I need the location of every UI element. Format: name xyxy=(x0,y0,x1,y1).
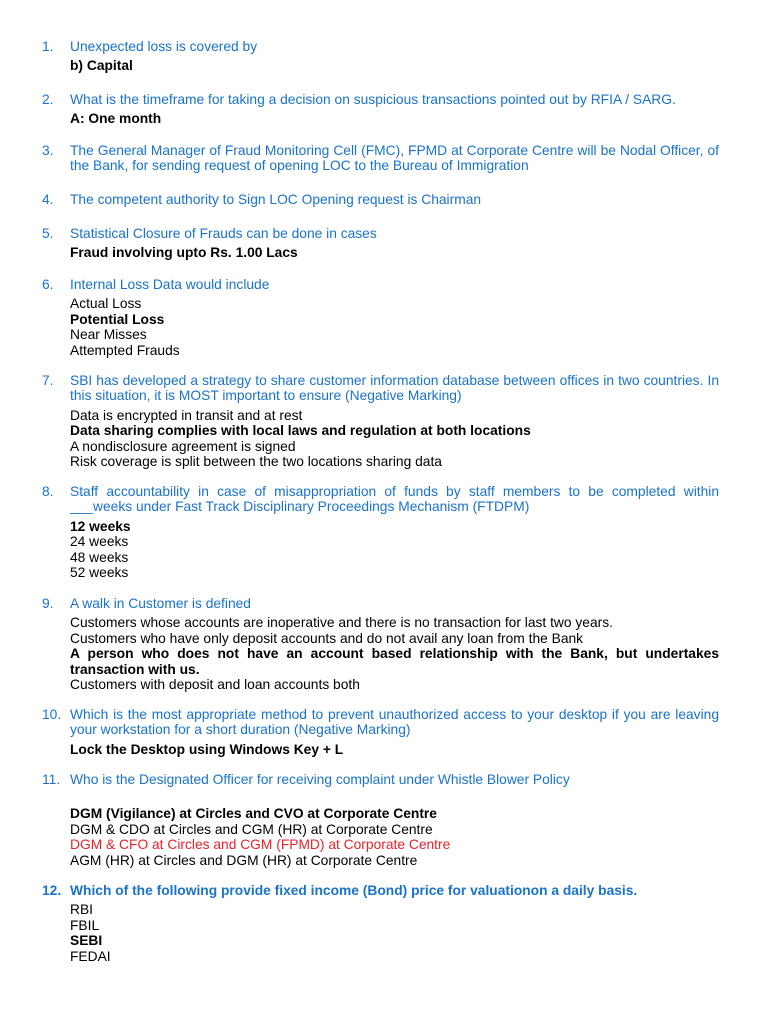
question-number: 9. xyxy=(42,596,54,611)
question-text: Statistical Closure of Frauds can be done in cases xyxy=(70,226,377,241)
question-4 xyxy=(42,192,719,207)
answer-option: DGM (Vigilance) at Circles and CVO at Corporate Centre xyxy=(70,806,437,822)
answer-options xyxy=(70,111,719,126)
question-2 xyxy=(42,92,719,127)
question-number: 8. xyxy=(42,484,54,499)
question-number: 3. xyxy=(42,143,54,158)
answer-option: Customers whose accounts are inoperative and there is no transaction for last two years. xyxy=(70,615,613,631)
question-number: 10. xyxy=(42,707,62,722)
question-9 xyxy=(42,596,719,692)
answer-option: 24 weeks xyxy=(70,534,129,550)
answer-option: 48 weeks xyxy=(70,549,129,565)
answer-option: AGM (HR) at Circles and DGM (HR) at Corporate Centre xyxy=(70,852,418,868)
question-text: Unexpected loss is covered by xyxy=(70,39,258,54)
question-number: 2. xyxy=(42,92,54,107)
question-text: The competent authority to Sign LOC Opening request is Chairman xyxy=(70,192,482,207)
answer-options xyxy=(70,615,719,692)
answer-options xyxy=(70,58,719,73)
answer-options xyxy=(70,519,719,581)
question-number: 1. xyxy=(42,39,54,54)
question-number: 12. xyxy=(42,883,62,898)
question-text: Staff accountability in case of misappropriation of funds by staff members to be completed within ___weeks under Fast Track Disciplinary Proceedings Mechanism (FTDPM) xyxy=(70,484,719,515)
question-10 xyxy=(42,707,719,757)
answer-option: A: One month xyxy=(70,111,162,127)
answer-options xyxy=(70,408,719,470)
question-5 xyxy=(42,226,719,261)
answer-option: Data is encrypted in transit and at rest xyxy=(70,407,303,423)
question-8 xyxy=(42,484,719,580)
question-6 xyxy=(42,277,719,358)
answer-option: FBIL xyxy=(70,917,100,933)
answer-option: DGM & CFO at Circles and CGM (FPMD) at Corporate Centre xyxy=(70,837,451,853)
question-text: What is the timeframe for taking a decision on suspicious transactions pointed out by RFIA / SARG. xyxy=(70,92,676,107)
answer-option: Customers who have only deposit accounts and do not avail any loan from the Bank xyxy=(70,630,584,646)
question-12 xyxy=(42,883,719,964)
answer-options xyxy=(70,806,719,868)
answer-option: A person who does not have an account based relationship with the Bank, but undertakes transaction with us. xyxy=(70,646,719,677)
question-text: Which of the following provide fixed income (Bond) price for valuationon a daily basis. xyxy=(70,883,638,898)
answer-option: 52 weeks xyxy=(70,565,129,581)
question-number: 6. xyxy=(42,277,54,292)
answer-option: FEDAI xyxy=(70,948,111,964)
answer-option: A nondisclosure agreement is signed xyxy=(70,438,296,454)
answer-options xyxy=(70,742,719,757)
answer-option: SEBI xyxy=(70,933,103,949)
question-number: 11. xyxy=(42,772,61,787)
answer-options xyxy=(70,245,719,260)
answer-options xyxy=(70,902,719,964)
question-text: Who is the Designated Officer for receiving complaint under Whistle Blower Policy xyxy=(70,772,570,787)
answer-option: Data sharing complies with local laws and regulation at both locations xyxy=(70,423,531,439)
answer-option: Attempted Frauds xyxy=(70,342,180,358)
question-text: A walk in Customer is defined xyxy=(70,596,251,611)
answer-option: Lock the Desktop using Windows Key + L xyxy=(70,741,344,757)
answer-options xyxy=(70,296,719,358)
question-7 xyxy=(42,373,719,469)
question-number: 5. xyxy=(42,226,54,241)
question-number: 4. xyxy=(42,192,54,207)
answer-option: 12 weeks xyxy=(70,518,131,534)
answer-option: Near Misses xyxy=(70,327,147,343)
question-text: SBI has developed a strategy to share customer information database between offices in two countries. In this situation, it is MOST important to ensure (Negative Marking) xyxy=(70,373,719,404)
answer-option: Actual Loss xyxy=(70,296,142,312)
question-11 xyxy=(42,772,719,868)
question-text: Internal Loss Data would include xyxy=(70,277,270,292)
answer-option: b) Capital xyxy=(70,58,133,74)
question-1 xyxy=(42,39,719,74)
answer-option: Risk coverage is split between the two locations sharing data xyxy=(70,454,442,470)
answer-option: DGM & CDO at Circles and CGM (HR) at Corporate Centre xyxy=(70,821,433,837)
question-3 xyxy=(42,143,719,174)
answer-option: Customers with deposit and loan accounts both xyxy=(70,677,360,693)
answer-option: Fraud involving upto Rs. 1.00 Lacs xyxy=(70,245,298,261)
question-text: The General Manager of Fraud Monitoring Cell (FMC), FPMD at Corporate Centre will be Nodal Officer, of the Bank, for sending request of opening LOC to the Bureau of Immigration xyxy=(70,143,719,174)
answer-option: Potential Loss xyxy=(70,311,165,327)
question-text: Which is the most appropriate method to prevent unauthorized access to your desktop if you are leaving your workstation for a short duration (Negative Marking) xyxy=(70,707,719,738)
answer-option: RBI xyxy=(70,902,93,918)
question-number: 7. xyxy=(42,373,54,388)
